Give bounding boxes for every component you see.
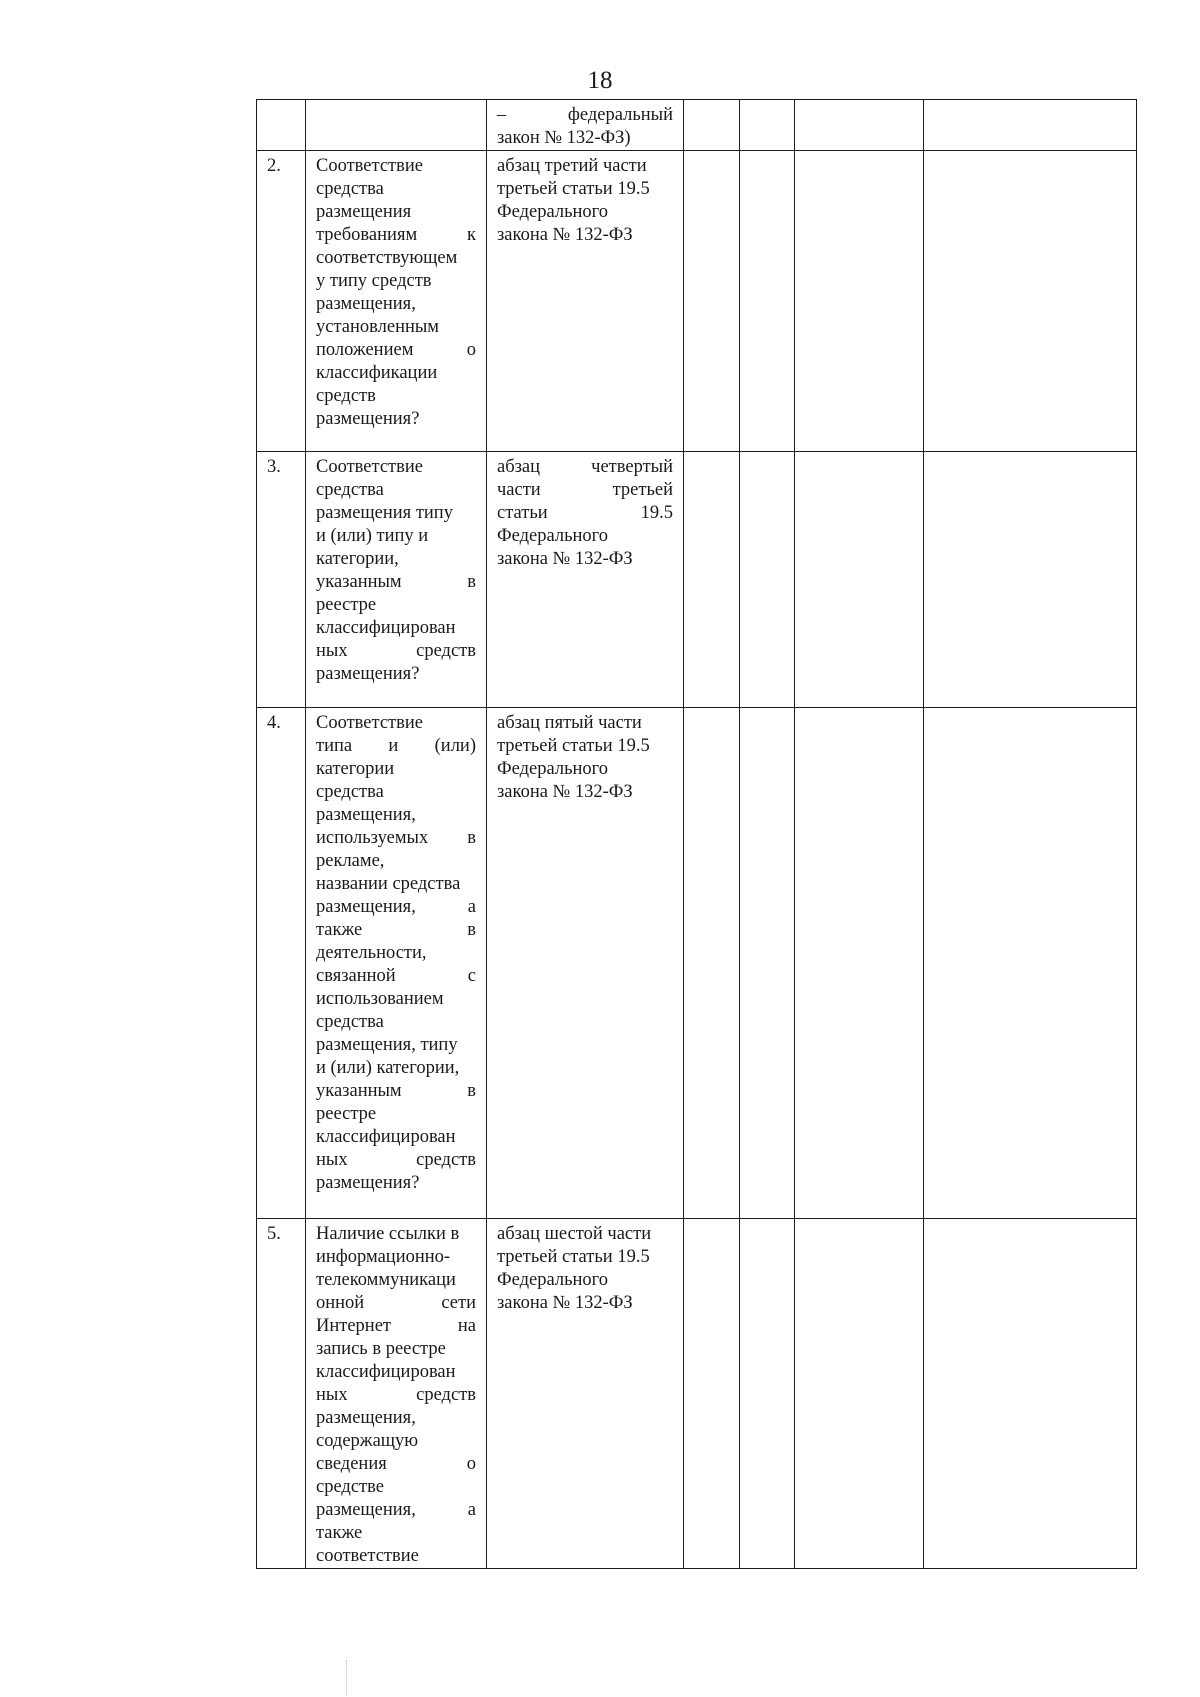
empty-cell [740, 708, 795, 1219]
requirement-text [316, 1223, 476, 1568]
reference-text [497, 456, 673, 571]
text-line: размещения, [316, 1408, 416, 1428]
reference-cell [487, 151, 684, 452]
reference-cell [487, 708, 684, 1219]
text-line: требованиям к [316, 225, 476, 245]
text-line: классификации [316, 363, 438, 383]
text-line: классифицирован [316, 1362, 456, 1382]
empty-cell [684, 151, 740, 452]
scan-artifact [346, 1660, 348, 1696]
empty-cell [795, 100, 924, 151]
text-line: закон № 132-ФЗ) [497, 128, 631, 148]
text-line: соответствующем [316, 248, 458, 268]
empty-cell [740, 151, 795, 452]
text-line: закона № 132-ФЗ [497, 1293, 633, 1313]
row-number-cell [257, 452, 306, 708]
text-line: средстве [316, 1477, 384, 1497]
text-line: Соответствие [316, 457, 423, 477]
empty-cell [684, 452, 740, 708]
text-line: Соответствие [316, 156, 423, 176]
text-line: названии средства [316, 874, 461, 894]
text-line: закона № 132-ФЗ [497, 225, 633, 245]
text-line: размещения, а [316, 1500, 476, 1520]
text-line: классифицирован [316, 618, 456, 638]
page-number: 18 [587, 67, 613, 94]
text-line: используемых в [316, 828, 476, 848]
text-line: реестре [316, 1104, 377, 1124]
empty-cell [740, 100, 795, 151]
text-line: положением о [316, 340, 476, 360]
requirement-cell [306, 1219, 487, 1569]
text-line: категории [316, 759, 395, 779]
row-number: 4. [267, 713, 281, 733]
row-number-cell [257, 708, 306, 1219]
row-number: 5. [267, 1224, 281, 1244]
reference-text [497, 104, 673, 150]
text-line: третьей статьи 19.5 [497, 1247, 650, 1267]
text-line: размещения? [316, 1173, 420, 1193]
row-number-cell [257, 151, 306, 452]
text-line: деятельности, [316, 943, 427, 963]
text-line: также [316, 1523, 363, 1543]
empty-cell [684, 708, 740, 1219]
empty-cell [740, 452, 795, 708]
empty-cell [924, 1219, 1137, 1569]
text-line: Федерального [497, 759, 609, 779]
text-line: абзац четвертый [497, 457, 673, 477]
text-line: средства [316, 179, 384, 199]
text-line: размещения, [316, 294, 416, 314]
table-row [257, 452, 1137, 708]
text-line: категории, [316, 549, 399, 569]
row-number-cell [257, 100, 306, 151]
text-line: средств [316, 386, 376, 406]
reference-cell [487, 1219, 684, 1569]
text-line: и (или) типу и [316, 526, 429, 546]
text-line: реестре [316, 595, 377, 615]
text-line: содержащую [316, 1431, 419, 1451]
checklist-table [256, 99, 1137, 1569]
requirement-cell [306, 452, 487, 708]
empty-cell [924, 151, 1137, 452]
reference-text [497, 712, 673, 804]
text-line: также в [316, 920, 476, 940]
text-line: размещения типу [316, 503, 453, 523]
text-line: сведения о [316, 1454, 476, 1474]
text-line: у типу средств [316, 271, 432, 291]
empty-cell [740, 1219, 795, 1569]
text-line: Интернет на [316, 1316, 476, 1336]
text-line: статьи 19.5 [497, 503, 673, 523]
row-number: 2. [267, 156, 281, 176]
text-line: средства [316, 782, 384, 802]
text-line: размещения [316, 202, 412, 222]
text-line: телекоммуникаци [316, 1270, 456, 1290]
empty-cell [684, 1219, 740, 1569]
text-line: Федерального [497, 202, 609, 222]
text-line: и (или) категории, [316, 1058, 460, 1078]
text-line: размещения, а [316, 897, 476, 917]
text-line: размещения, типу [316, 1035, 458, 1055]
empty-cell [795, 708, 924, 1219]
text-line: соответствие [316, 1546, 419, 1566]
text-line: установленным [316, 317, 440, 337]
row-number-cell [257, 1219, 306, 1569]
table-row [257, 708, 1137, 1219]
text-line: третьей статьи 19.5 [497, 179, 650, 199]
empty-cell [684, 100, 740, 151]
row-number: 3. [267, 457, 281, 477]
text-line: ных средств [316, 641, 476, 661]
text-line: закона № 132-ФЗ [497, 549, 633, 569]
text-line: Федерального [497, 526, 609, 546]
text-line: информационно- [316, 1247, 451, 1267]
requirement-cell [306, 151, 487, 452]
text-line: Соответствие [316, 713, 423, 733]
text-line: – федеральный [497, 105, 673, 125]
table-row [257, 1219, 1137, 1569]
text-line: третьей статьи 19.5 [497, 736, 650, 756]
empty-cell [795, 151, 924, 452]
text-line: абзац шестой части [497, 1224, 652, 1244]
text-line: средства [316, 1012, 384, 1032]
reference-cell [487, 100, 684, 151]
empty-cell [924, 452, 1137, 708]
requirement-text [316, 712, 476, 1195]
text-line: размещения? [316, 409, 420, 429]
text-line: связанной с [316, 966, 476, 986]
empty-cell [924, 100, 1137, 151]
table-body [257, 100, 1137, 1569]
text-line: абзац третий части [497, 156, 647, 176]
table-row [257, 100, 1137, 151]
text-line: указанным в [316, 572, 476, 592]
empty-cell [795, 452, 924, 708]
text-line: размещения? [316, 664, 420, 684]
text-line: размещения, [316, 805, 416, 825]
text-line: Федерального [497, 1270, 609, 1290]
text-line: типа и (или) [316, 736, 476, 756]
table-row [257, 151, 1137, 452]
text-line: запись в реестре [316, 1339, 446, 1359]
text-line: ных средств [316, 1150, 476, 1170]
empty-cell [795, 1219, 924, 1569]
text-line: части третьей [497, 480, 673, 500]
reference-text [497, 1223, 673, 1315]
text-line: указанным в [316, 1081, 476, 1101]
text-line: использованием [316, 989, 444, 1009]
requirement-cell [306, 100, 487, 151]
reference-text [497, 155, 673, 247]
text-line: средства [316, 480, 384, 500]
requirement-text [316, 456, 476, 686]
reference-cell [487, 452, 684, 708]
text-line: рекламе, [316, 851, 385, 871]
requirement-cell [306, 708, 487, 1219]
text-line: онной сети [316, 1293, 476, 1313]
text-line: ных средств [316, 1385, 476, 1405]
text-line: Наличие ссылки в [316, 1224, 460, 1244]
text-line: классифицирован [316, 1127, 456, 1147]
empty-cell [924, 708, 1137, 1219]
text-line: закона № 132-ФЗ [497, 782, 633, 802]
requirement-text [316, 155, 476, 431]
text-line: абзац пятый части [497, 713, 642, 733]
